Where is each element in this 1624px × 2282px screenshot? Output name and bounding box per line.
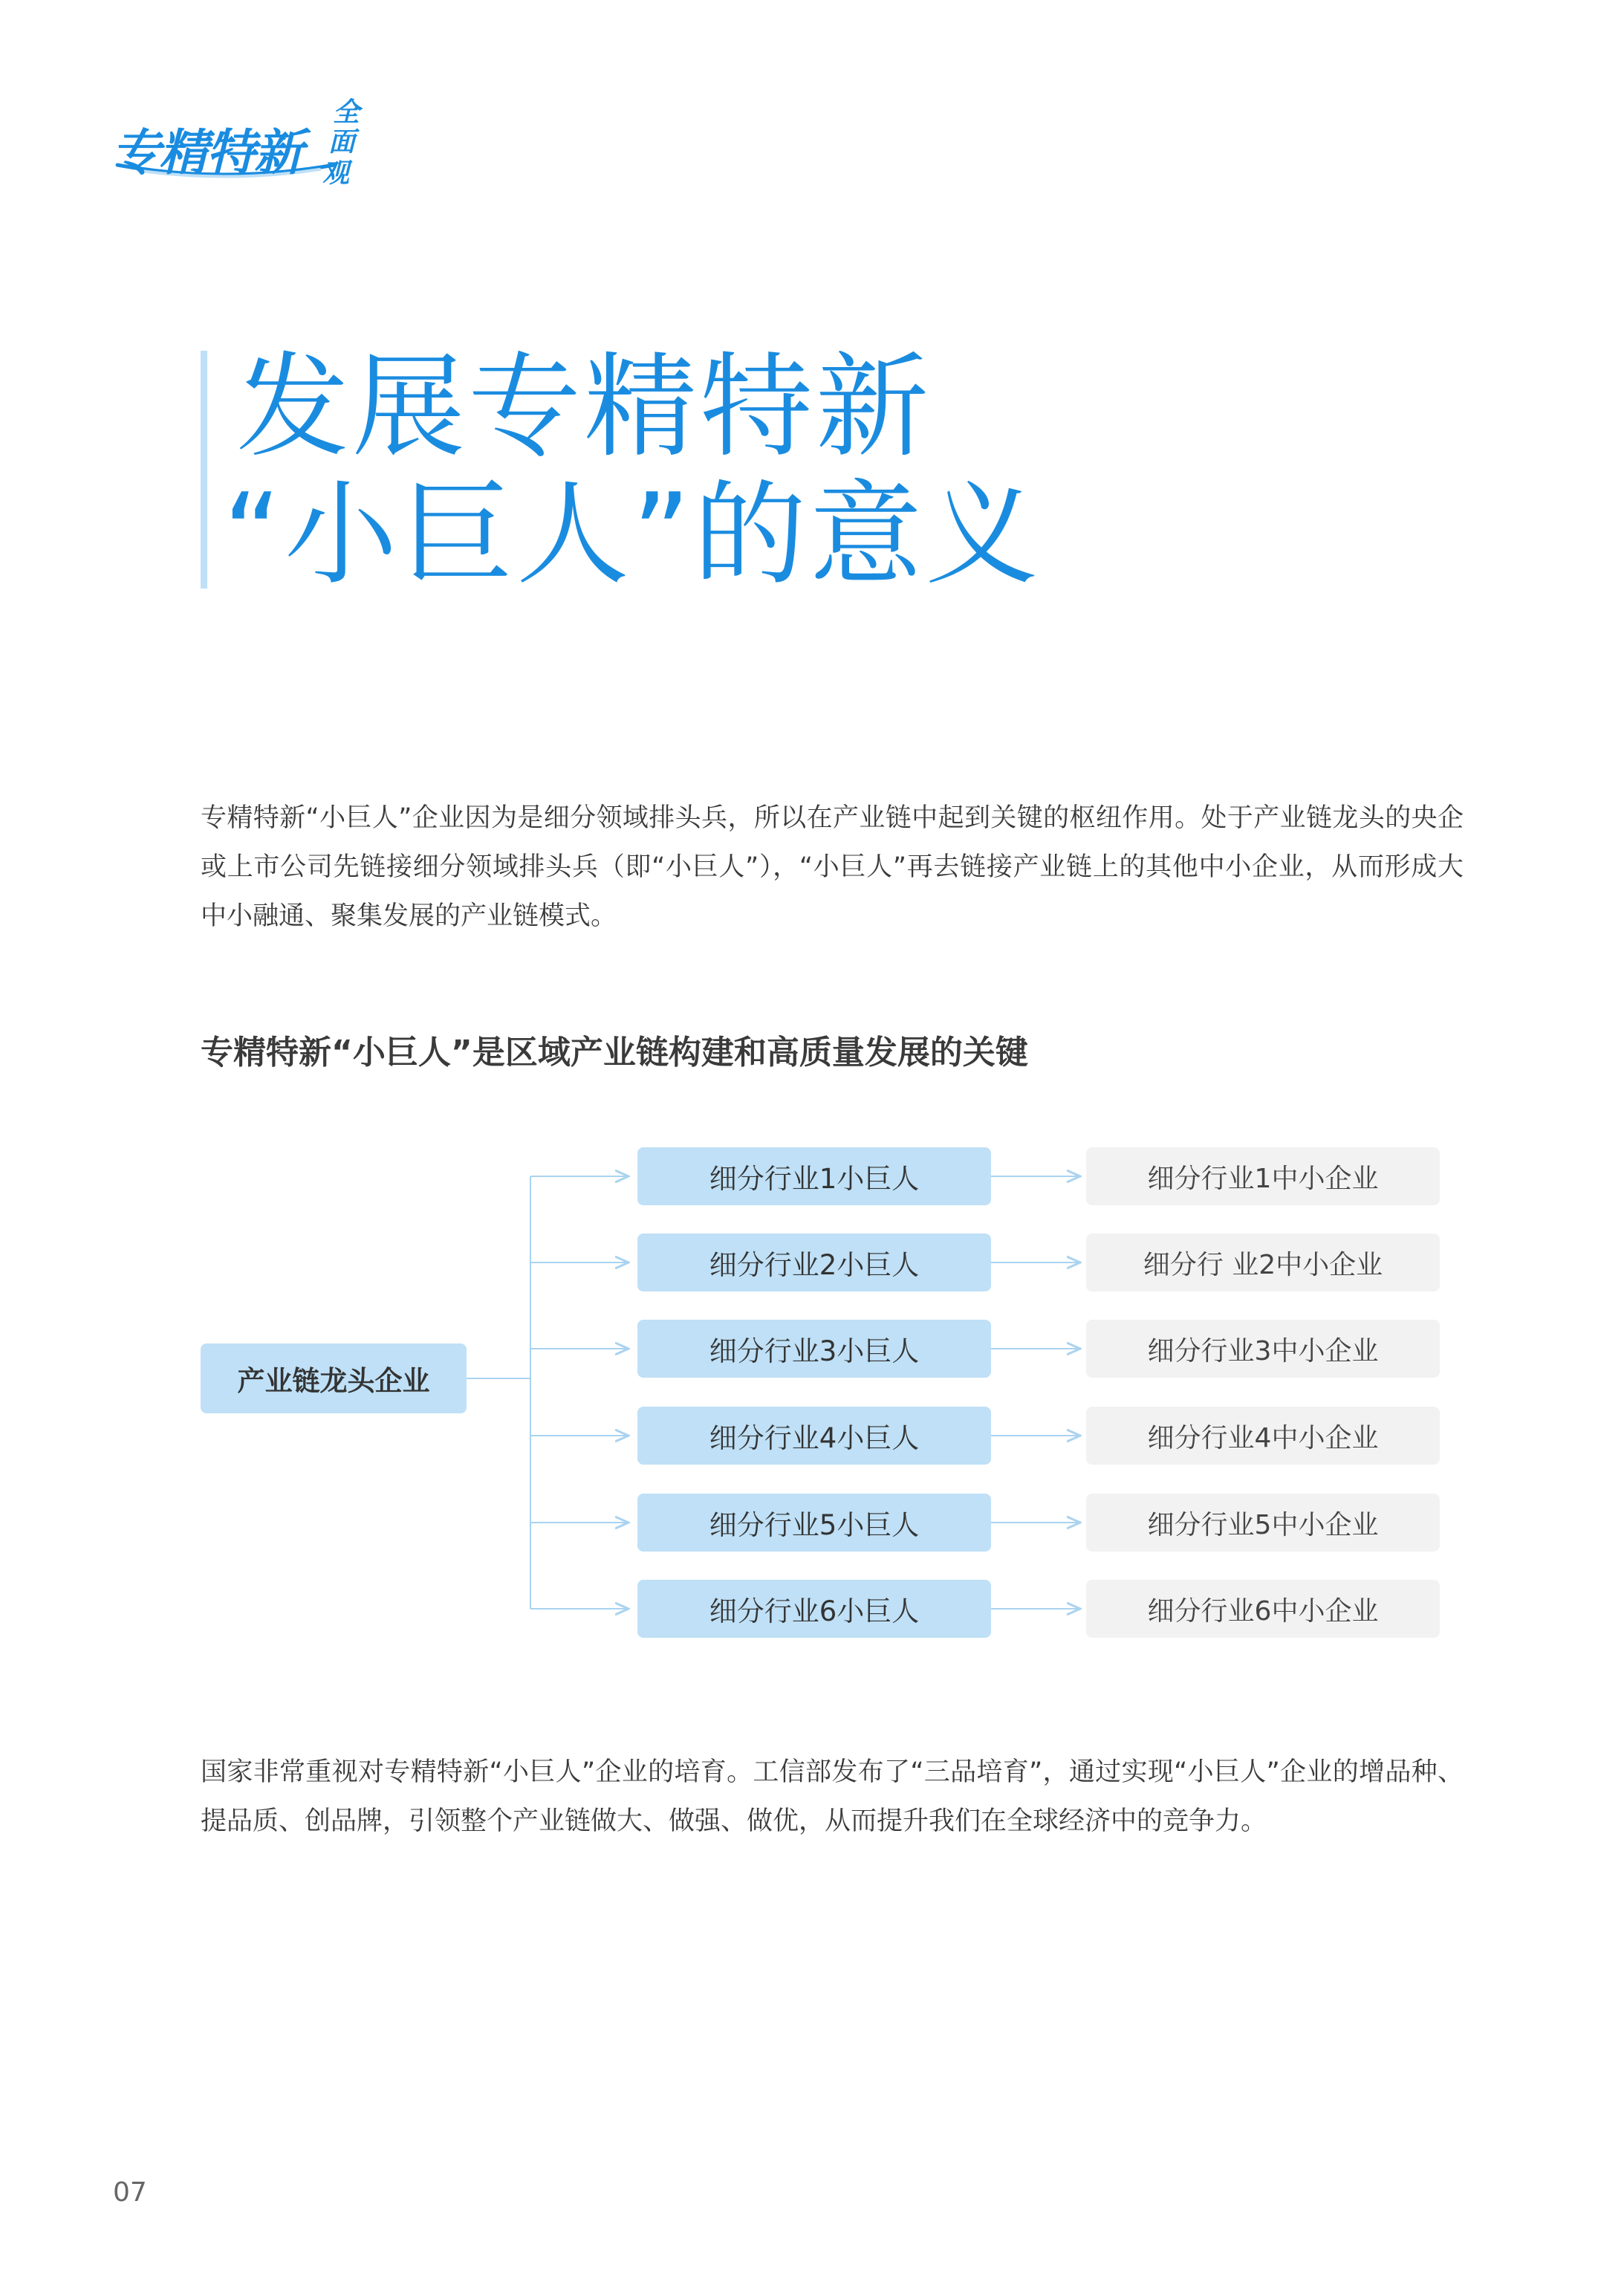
closing-paragraph: 国家非常重视对专精特新“小巨人”企业的培育。工信部发布了“三品培育”，通过实现“小巨人”企业的增品种、提品质、创品牌，引领整个产业链做大、做强、做优，从而提升我们在全球经济中的竞争力。 xyxy=(201,1757,1464,1836)
page-title-line: “小巨人”的意义 xyxy=(223,469,1042,600)
giant-node: 细分行业1小巨人 xyxy=(637,1147,991,1205)
root-node-leading-enterprise: 产业链龙头企业 xyxy=(201,1343,467,1413)
sme-node: 细分行业4中小企业 xyxy=(1086,1407,1440,1465)
logo-sub-char: 观 xyxy=(322,158,350,189)
giant-node: 细分行业5小巨人 xyxy=(637,1494,991,1552)
sme-node: 细分行 业2中小企业 xyxy=(1086,1234,1440,1291)
giant-node: 细分行业3小巨人 xyxy=(637,1320,991,1378)
page-title-line: 发展专精特新 xyxy=(236,341,932,473)
section-heading: 专精特新“小巨人”是区域产业链构建和高质量发展的关键 xyxy=(201,1034,1028,1072)
giant-node: 细分行业6小巨人 xyxy=(637,1580,991,1638)
sme-node: 细分行业3中小企业 xyxy=(1086,1320,1440,1378)
sme-node: 细分行业1中小企业 xyxy=(1086,1147,1440,1205)
logo-sub-char: 面 xyxy=(328,127,356,158)
giant-node: 细分行业2小巨人 xyxy=(637,1234,991,1291)
intro-paragraph: 专精特新“小巨人”企业因为是细分领域排头兵，所以在产业链中起到关键的枢纽作用。处于产业链龙头的央企或上市公司先链接细分领域排头兵（即“小巨人”），“小巨人”再去链接产业链上的其他中小企业，从而形成大中小融通、聚集发展的产业链模式。 xyxy=(201,803,1464,931)
logo-sub-char: 全 xyxy=(333,97,360,128)
giant-node: 细分行业4小巨人 xyxy=(637,1407,991,1465)
page-number: 07 xyxy=(113,2177,147,2208)
sme-node: 细分行业5中小企业 xyxy=(1086,1494,1440,1552)
sme-node: 细分行业6中小企业 xyxy=(1086,1580,1440,1638)
logo-text: 专精特新 xyxy=(111,124,302,181)
